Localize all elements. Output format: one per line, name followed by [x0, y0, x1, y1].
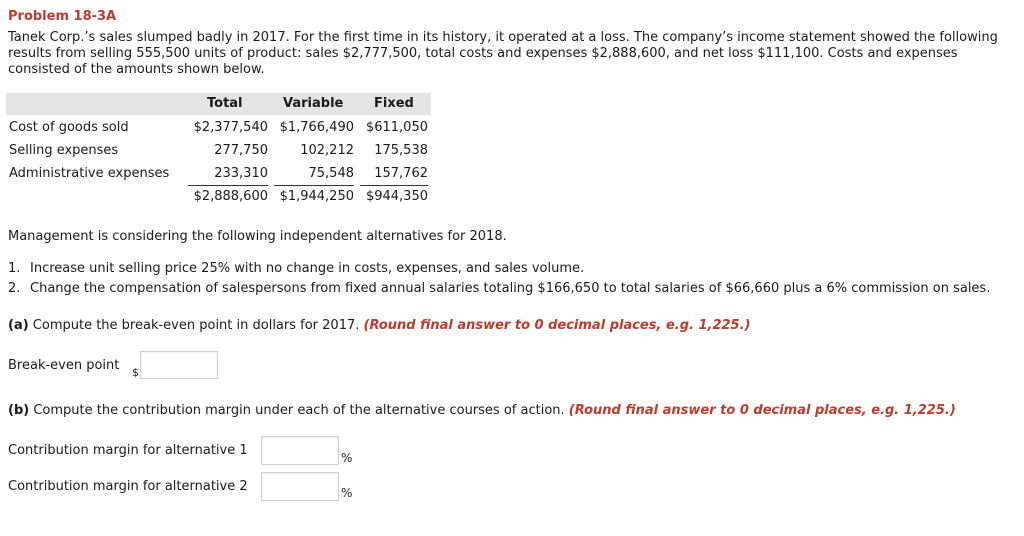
cell-variable: 75,548 — [308, 166, 354, 181]
cell-total: 233,310 — [214, 166, 268, 181]
part-a-label: (a) — [8, 318, 29, 333]
part-a-rounding-note: (Round final answer to 0 decimal places, e.g. 1,225.) — [363, 318, 751, 333]
row-label: Administrative expenses — [9, 166, 170, 181]
cell-fixed: 157,762 — [374, 166, 428, 181]
alternative-text: Increase unit selling price 25% with no change in costs, expenses, and sales volume. — [30, 261, 585, 276]
cell-variable: 102,212 — [300, 143, 354, 158]
total-variable: $1,944,250 — [279, 189, 354, 204]
column-header-fixed: Fixed — [374, 96, 414, 111]
total-rule — [360, 185, 428, 186]
column-header-variable: Variable — [283, 96, 344, 111]
row-label: Cost of goods sold — [9, 120, 129, 135]
alternative-text: Change the compensation of salespersons from fixed annual salaries totaling $166,650 to total salaries of $66,660 plus a 6% commission on sales. — [30, 281, 991, 296]
dollar-prefix: $ — [132, 366, 139, 379]
part-b-question — [8, 403, 956, 418]
management-text: Management is considering the following independent alternatives for 2018. — [8, 229, 507, 244]
problem-intro: Tanek Corp.’s sales slumped badly in 2017. For the first time in its history, it operated at a loss. The company’s income statement showed the following results from selling 555,500 units of product: sales $2,777,500, total costs and expenses $2,888,600, and net loss $111,100. Costs and expenses consisted of the amounts shown below. — [8, 30, 998, 77]
part-b-label: (b) — [8, 403, 30, 418]
cell-total: $2,377,540 — [193, 120, 268, 135]
alternative-number: 2. — [8, 281, 21, 296]
contribution-margin-alt2-input[interactable] — [261, 472, 339, 501]
contribution-margin-alt1-input[interactable] — [261, 436, 339, 465]
cell-total: 277,750 — [214, 143, 268, 158]
part-b-text: Compute the contribution margin under each of the alternative courses of action. — [33, 403, 565, 418]
break-even-label: Break-even point — [8, 358, 120, 373]
column-header-total: Total — [207, 96, 243, 111]
percent-suffix: % — [341, 451, 353, 465]
cell-fixed: $611,050 — [365, 120, 428, 135]
alternative-number: 1. — [8, 261, 21, 276]
contribution-margin-alt1-label: Contribution margin for alternative 1 — [8, 443, 248, 458]
break-even-point-input[interactable] — [140, 351, 218, 379]
total-fixed: $944,350 — [365, 189, 428, 204]
percent-suffix: % — [341, 486, 353, 500]
total-rule — [188, 185, 268, 186]
row-label: Selling expenses — [9, 143, 119, 158]
problem-title: Problem 18-3A — [8, 9, 117, 24]
part-a-text: Compute the break-even point in dollars for 2017. — [32, 318, 360, 333]
cell-variable: $1,766,490 — [279, 120, 354, 135]
cell-fixed: 175,538 — [374, 143, 428, 158]
part-a-question — [8, 318, 750, 333]
total-total: $2,888,600 — [193, 189, 268, 204]
total-rule — [274, 185, 354, 186]
part-b-rounding-note: (Round final answer to 0 decimal places, e.g. 1,225.) — [568, 403, 956, 418]
contribution-margin-alt2-label: Contribution margin for alternative 2 — [8, 479, 248, 494]
